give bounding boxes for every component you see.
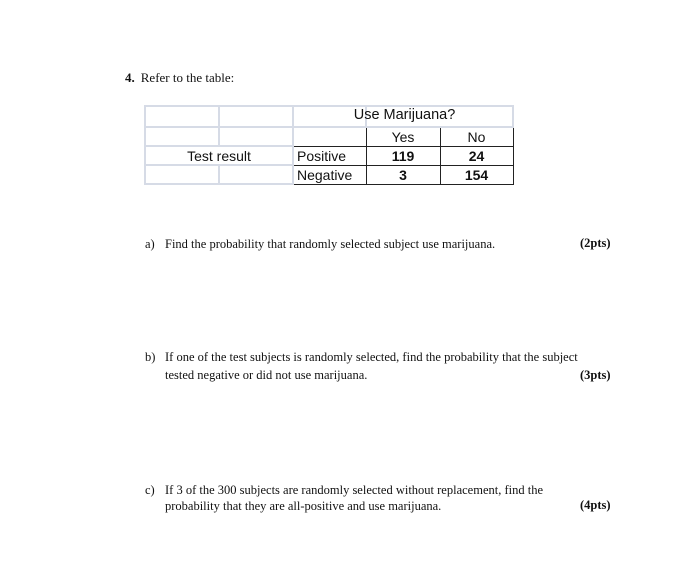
- cell-positive-no: 24: [440, 146, 513, 165]
- table-empty-cell: [219, 127, 293, 146]
- table-empty-cell: [293, 127, 366, 146]
- group-header-use-marijuana: Use Marijuana?: [353, 107, 456, 123]
- part-c-label: c): [145, 483, 155, 497]
- table-empty-cell: [219, 106, 293, 127]
- question-number: 4.: [125, 70, 135, 85]
- part-c: [145, 482, 585, 518]
- part-a-text: Find the probability that randomly selected subject use marijuana.: [165, 237, 496, 251]
- table-row: [145, 146, 513, 165]
- part-c-text-line2: probability that they are all-positive and use marijuana.: [165, 499, 442, 513]
- col-header-yes: Yes: [366, 127, 440, 146]
- part-a: [145, 236, 585, 256]
- question-prompt: Refer to the table:: [140, 70, 235, 85]
- cell-positive-yes: 119: [366, 146, 440, 165]
- part-b-points: (3pts): [580, 368, 611, 382]
- row-label-positive: Positive: [293, 146, 366, 165]
- table-empty-cell: [219, 165, 293, 184]
- part-a-label: a): [145, 237, 155, 251]
- table-row: [145, 165, 513, 184]
- part-b-label: b): [145, 350, 156, 364]
- table-empty-cell: [145, 127, 219, 146]
- row-label-negative: Negative: [293, 165, 366, 184]
- part-c-text-line1: If 3 of the 300 subjects are randomly selected without replacement, find the: [165, 483, 543, 497]
- part-a-points: (2pts): [580, 236, 611, 250]
- question-heading: [125, 70, 234, 86]
- part-b-text-line2: tested negative or did not use marijuana.: [165, 368, 368, 382]
- part-b: [145, 349, 615, 385]
- row-header-test-result: Test result: [145, 146, 293, 165]
- part-c-points: (4pts): [580, 498, 611, 512]
- cell-negative-yes: 3: [366, 165, 440, 184]
- col-header-no: No: [440, 127, 513, 146]
- part-b-text-line1: If one of the test subjects is randomly selected, find the probability that the subject: [165, 350, 578, 364]
- table-empty-cell: [145, 106, 219, 127]
- table-col-header-row: [145, 127, 513, 146]
- cell-negative-no: 154: [440, 165, 513, 184]
- table-empty-cell: [145, 165, 219, 184]
